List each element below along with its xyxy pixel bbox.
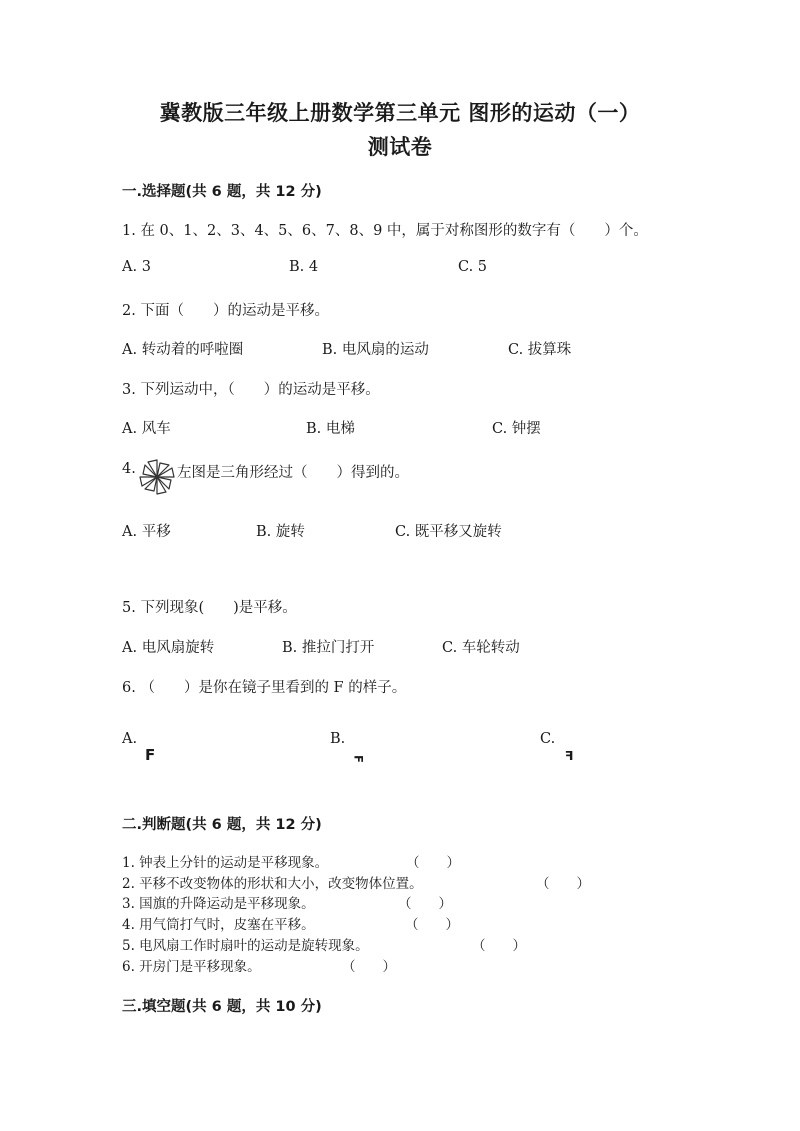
question-4-option-b: B. 旋转 [256,524,305,540]
question-6-option-b: B. [330,731,346,747]
tf-item-2-text: 2. 平移不改变物体的形状和大小，改变物体位置。 [122,876,423,892]
question-5-stem: 5. 下列现象( )是平移。 [122,600,297,616]
question-6-stem: 6. （ ）是你在镜子里看到的 F 的样子。 [122,680,407,696]
tf-item-3-blank: （ ） [398,896,452,912]
section-heading-true-false: 二.判断题(共 6 题，共 12 分) [122,817,322,833]
page-title-line2: 测试卷 [367,135,433,159]
question-3-option-a: A. 风车 [122,421,171,437]
question-5-option-c: C. 车轮转动 [442,640,520,656]
mirror-f-glyph-b: F [351,755,365,763]
page-title: 冀教版三年级上册数学第三单元 图形的运动（一） [159,101,641,125]
tf-item-5-text: 5. 电风扇工作时扇叶的运动是旋转现象。 [122,938,369,954]
question-2-option-c: C. 拔算珠 [508,342,572,358]
tf-item-1-blank: （ ） [406,855,460,871]
question-2-stem: 2. 下面（ ）的运动是平移。 [122,303,329,319]
question-6-option-c: C. [540,731,556,747]
question-5-option-b: B. 推拉门打开 [282,640,375,656]
question-4-option-a: A. 平移 [122,524,171,540]
mirror-f-glyph-a: F [145,746,156,764]
tf-item-1-text: 1. 钟表上分针的运动是平移现象。 [122,855,329,871]
question-1-option-c: C. 5 [458,259,488,275]
tf-item-4-text: 4. 用气筒打气时，皮塞在平移。 [122,917,315,933]
tf-item-2-blank: （ ） [536,876,590,892]
question-2-option-a: A. 转动着的呼啦圈 [122,342,244,358]
question-4-number: 4. [122,461,136,477]
question-6-option-a: A. [122,731,138,747]
tf-item-4-blank: （ ） [405,917,459,933]
tf-item-5-blank: （ ） [472,938,526,954]
question-3-option-c: C. 钟摆 [492,421,541,437]
section-heading-fill-blank: 三.填空题(共 6 题，共 10 分) [122,999,322,1015]
question-1-stem: 1. 在 0、1、2、3、4、5、6、7、8、9 中，属于对称图形的数字有（ ）个。 [122,223,648,239]
question-1-option-b: B. 4 [289,259,319,275]
section-heading-choice: 一.选择题(共 6 题，共 12 分) [122,184,322,200]
question-3-option-b: B. 电梯 [306,421,355,437]
question-4-option-c: C. 既平移又旋转 [395,524,502,540]
question-5-option-a: A. 电风扇旋转 [122,640,215,656]
question-2-option-b: B. 电风扇的运动 [322,342,429,358]
question-1-option-a: A. 3 [122,259,151,275]
tf-item-6-text: 6. 开房门是平移现象。 [122,959,261,975]
tf-item-3-text: 3. 国旗的升降运动是平移现象。 [122,896,315,912]
question-4-stem: 左图是三角形经过（ ）得到的。 [177,465,409,481]
tf-item-6-blank: （ ） [342,959,396,975]
mirror-f-glyph-c: F [564,748,574,764]
question-3-stem: 3. 下列运动中，（ ）的运动是平移。 [122,382,380,398]
pinwheel-triangles-icon [138,458,176,496]
